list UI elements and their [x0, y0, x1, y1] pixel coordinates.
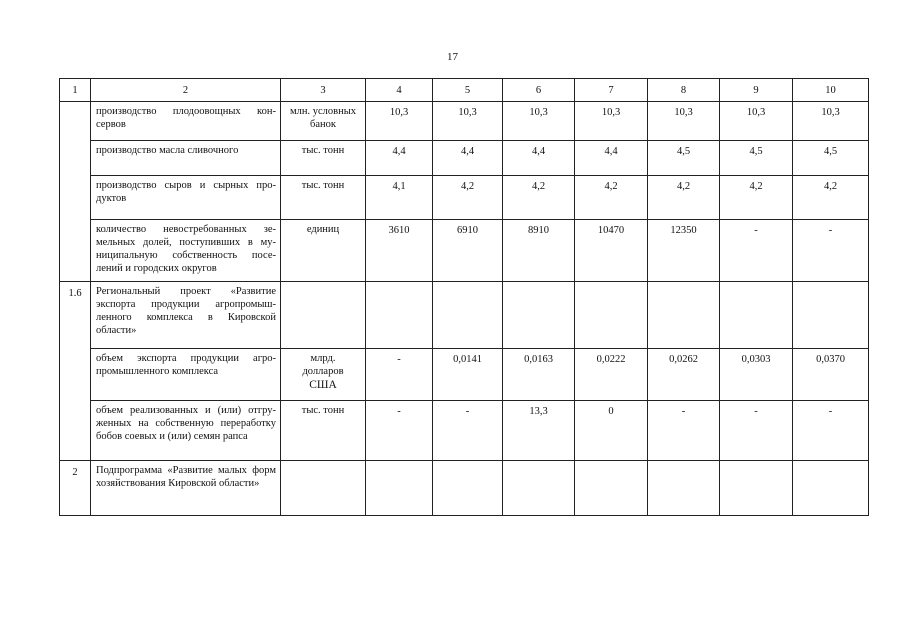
value-cell: 10,3	[720, 102, 793, 141]
table-row	[60, 102, 869, 141]
header-col-7: 7	[575, 79, 648, 102]
unit-cell: тыс. тонн	[281, 176, 366, 220]
value-cell	[793, 461, 869, 516]
unit-cell: тыс. тонн	[281, 401, 366, 461]
value-cell: 10,3	[648, 102, 720, 141]
value-cell	[366, 461, 433, 516]
value-cell: -	[366, 401, 433, 461]
value-cell: 4,5	[793, 141, 869, 176]
value-cell: -	[793, 220, 869, 282]
table-row	[60, 401, 869, 461]
value-cell: 4,2	[503, 176, 575, 220]
value-cell: 8910	[503, 220, 575, 282]
unit-line: долларов	[302, 366, 344, 377]
header-col-8: 8	[648, 79, 720, 102]
value-cell: 4,2	[793, 176, 869, 220]
unit-cell: единиц	[281, 220, 366, 282]
indicator-name: производство масла сливочного	[91, 141, 281, 176]
value-cell: 10,3	[366, 102, 433, 141]
unit-cell	[281, 461, 366, 516]
row-number-cell: 2	[60, 461, 91, 516]
value-cell: 4,2	[433, 176, 503, 220]
indicator-name: объем реализованных и (или) отгру-женных на собственную переработку бобов соевых и (или) семян рапса	[91, 401, 281, 461]
value-cell	[793, 282, 869, 349]
header-col-5: 5	[433, 79, 503, 102]
value-cell	[720, 461, 793, 516]
value-cell: 4,2	[575, 176, 648, 220]
indicator-name: количество невостребованных зе-мельных долей, поступивших в му-ниципальную собственность посе-лений и городских округов	[91, 220, 281, 282]
unit-cell	[281, 349, 366, 401]
table-row	[60, 141, 869, 176]
row-number-cell	[60, 102, 91, 282]
value-cell: 0,0303	[720, 349, 793, 401]
value-cell: 6910	[433, 220, 503, 282]
value-cell	[575, 461, 648, 516]
value-cell: -	[793, 401, 869, 461]
value-cell: 4,4	[575, 141, 648, 176]
value-cell: 0,0262	[648, 349, 720, 401]
value-cell: 4,1	[366, 176, 433, 220]
section-title: Подпрограмма «Развитие малых форм хозяйствования Кировской области»	[91, 461, 281, 516]
unit-line: млрд.	[310, 353, 336, 364]
value-cell: 0,0163	[503, 349, 575, 401]
value-cell: 0	[575, 401, 648, 461]
value-cell: 3610	[366, 220, 433, 282]
table-row	[60, 282, 869, 349]
value-cell: -	[720, 401, 793, 461]
unit-cell: млн. условных банок	[281, 102, 366, 141]
row-number-cell: 1.6	[60, 282, 91, 461]
value-cell: 4,4	[433, 141, 503, 176]
header-col-6: 6	[503, 79, 575, 102]
value-cell: 10,3	[503, 102, 575, 141]
header-col-1: 1	[60, 79, 91, 102]
value-cell: 4,4	[366, 141, 433, 176]
value-cell	[648, 282, 720, 349]
page-number: 17	[447, 51, 458, 63]
unit-cell	[281, 282, 366, 349]
value-cell: -	[720, 220, 793, 282]
value-cell: 10,3	[433, 102, 503, 141]
value-cell	[503, 282, 575, 349]
value-cell	[366, 282, 433, 349]
section-title: Региональный проект «Развитие экспорта продукции агропромыш-ленного комплекса в Кировской области»	[91, 282, 281, 349]
indicator-name: производство плодоовощных кон-сервов	[91, 102, 281, 141]
unit-line: США	[309, 379, 337, 391]
value-cell: 4,4	[503, 141, 575, 176]
header-row	[60, 79, 869, 102]
indicators-table	[59, 78, 869, 516]
value-cell	[648, 461, 720, 516]
header-col-3: 3	[281, 79, 366, 102]
value-cell: 0,0370	[793, 349, 869, 401]
value-cell: 4,5	[648, 141, 720, 176]
value-cell: 4,5	[720, 141, 793, 176]
table-row	[60, 176, 869, 220]
unit-cell: тыс. тонн	[281, 141, 366, 176]
value-cell	[720, 282, 793, 349]
value-cell: -	[433, 401, 503, 461]
value-cell: 4,2	[648, 176, 720, 220]
value-cell: 10470	[575, 220, 648, 282]
value-cell: 12350	[648, 220, 720, 282]
value-cell: 10,3	[793, 102, 869, 141]
value-cell	[433, 282, 503, 349]
header-col-10: 10	[793, 79, 869, 102]
indicator-name: объем экспорта продукции агро-промышленного комплекса	[91, 349, 281, 401]
value-cell: 10,3	[575, 102, 648, 141]
value-cell: 0,0141	[433, 349, 503, 401]
value-cell	[503, 461, 575, 516]
value-cell: 4,2	[720, 176, 793, 220]
header-col-4: 4	[366, 79, 433, 102]
table-row	[60, 220, 869, 282]
value-cell	[433, 461, 503, 516]
value-cell: 13,3	[503, 401, 575, 461]
header-col-2: 2	[91, 79, 281, 102]
header-col-9: 9	[720, 79, 793, 102]
table-row	[60, 461, 869, 516]
table-row	[60, 349, 869, 401]
value-cell	[575, 282, 648, 349]
value-cell: 0,0222	[575, 349, 648, 401]
value-cell: -	[366, 349, 433, 401]
indicator-name: производство сыров и сырных про-дуктов	[91, 176, 281, 220]
value-cell: -	[648, 401, 720, 461]
